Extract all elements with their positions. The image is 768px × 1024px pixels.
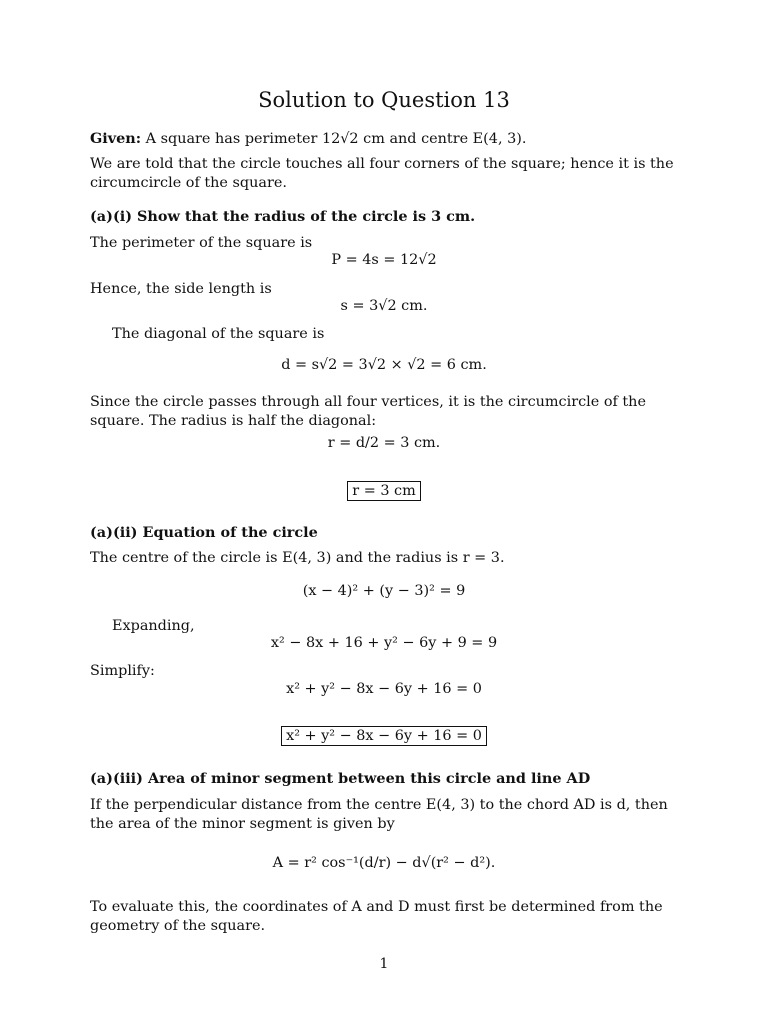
a-i-eq1: P = 4s = 12√2 [331, 252, 437, 268]
a-i-p4: Since the circle passes through all four vertices, it is the circumcircle of the square. The radius is half the diagonal: [90, 394, 646, 429]
a-ii-eq2: x² − 8x + 16 + y² − 6y + 9 = 9 [270, 635, 498, 651]
a-i-p2: Hence, the side length is [90, 281, 272, 297]
a-i-eq3: d = s√2 = 3√2 × √2 = 6 cm. [281, 357, 487, 373]
a-i-p1: The perimeter of the square is [90, 235, 313, 251]
a-iii-eq1: A = r² cos⁻¹(d/r) − d√(r² − d²). [272, 855, 496, 871]
given-label: Given: [90, 130, 142, 147]
a-ii-boxed-wrap [0, 726, 768, 746]
a-iii-p2: To evaluate this, the coordinates of A and D must first be determined from the geometry of the square. [90, 899, 663, 934]
given-text: A square has perimeter 12√2 cm and centre E(4, 3). [145, 131, 527, 147]
a-i-eq4: r = d/2 = 3 cm. [327, 435, 441, 451]
given-paragraph [90, 129, 680, 149]
a-i-boxed-wrap [0, 481, 768, 501]
a-ii-p1: The centre of the circle is E(4, 3) and the radius is r = 3. [90, 550, 505, 566]
a-iii-p1: If the perpendicular distance from the centre E(4, 3) to the chord AD is d, then the area of the minor segment is given by [90, 797, 668, 832]
heading-a-iii: (a)(iii) Area of minor segment between this circle and line AD [90, 770, 591, 787]
a-ii-boxed-answer: x² + y² − 8x − 6y + 16 = 0 [281, 726, 487, 746]
page-title: Solution to Question 13 [258, 88, 510, 112]
heading-a-ii: (a)(ii) Equation of the circle [90, 524, 318, 541]
a-ii-p2: Expanding, [112, 618, 195, 634]
intro-paragraph: We are told that the circle touches all four corners of the square; hence it is the circumcircle of the square. [90, 156, 674, 191]
a-i-eq2: s = 3√2 cm. [340, 298, 428, 314]
page-number: 1 [379, 956, 389, 972]
heading-a-i: (a)(i) Show that the radius of the circle is 3 cm. [90, 208, 476, 225]
a-ii-eq1: (x − 4)² + (y − 3)² = 9 [302, 583, 466, 599]
a-ii-eq3: x² + y² − 8x − 6y + 16 = 0 [286, 681, 482, 697]
a-ii-p3: Simplify: [90, 663, 155, 679]
a-i-p3: The diagonal of the square is [112, 326, 325, 342]
a-i-boxed-answer: r = 3 cm [347, 481, 421, 501]
